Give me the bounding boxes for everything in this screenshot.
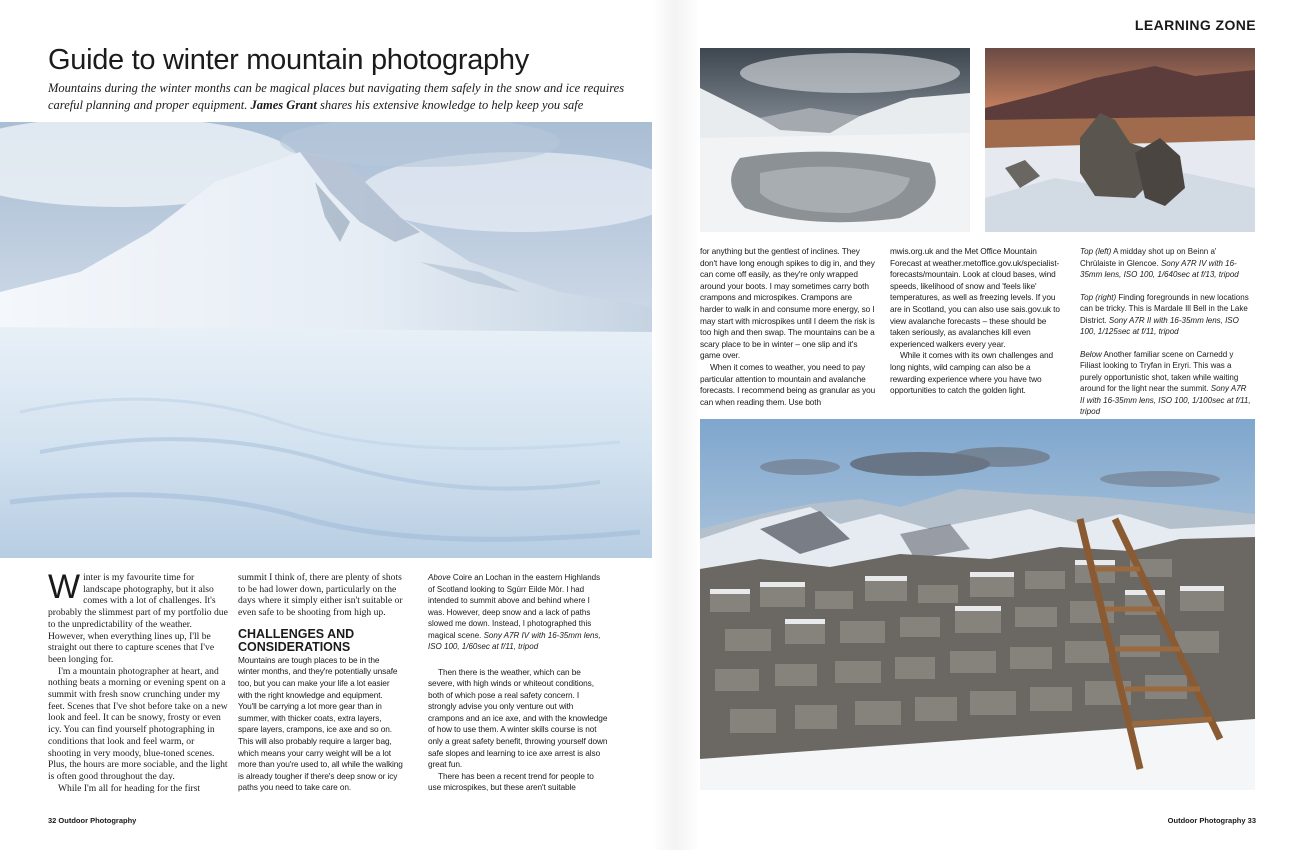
intro-paragraph — [48, 568, 228, 666]
caption-label: Top (left) — [1080, 247, 1112, 256]
body-paragraph: While it comes with its own challenges and long nights, wild camping can also be a rewarding experience where you have two opportunities to catch the golden light. — [890, 350, 1054, 396]
caption-label: Below — [1080, 349, 1102, 359]
body-column-3 — [428, 572, 608, 794]
caption-tech: Sony A7R IV with 16-35mm lens, ISO 100, 1/640sec at f/13, tripod — [1080, 258, 1239, 279]
standfirst-author: James Grant — [250, 98, 317, 112]
body-paragraph: Then there is the weather, which can be severe, with high winds or whiteout conditions, both of which pose a real safety concern. I strongly advise you only venture out with crampons and an ice axe, and with the knowledge of how to use them. A winter skills course is not only a great safety benefit, throwing yourself down safe slopes and learning to ice axe arrest is also great fun. — [428, 666, 608, 770]
body-column-2 — [238, 572, 403, 794]
standfirst-text-2: shares his extensive knowledge to help keep you safe — [316, 98, 584, 112]
dropcap: W — [48, 568, 81, 606]
body-paragraph: While I'm all for heading for the first — [58, 782, 201, 794]
body-paragraph: summit I think of, there are plenty of shots to be had lower down, particularly on the days where it simply either isn't suitable or even safe to be shooting from high up. — [238, 572, 403, 619]
folio-left: 32 Outdoor Photography — [48, 816, 137, 825]
caption-top-right — [1080, 292, 1252, 338]
caption-label: Top (right) — [1080, 292, 1117, 302]
section-subhead: CHALLENGES AND CONSIDERATIONS — [238, 626, 355, 654]
caption-text: Finding foregrounds in new locations can be tricky. This is Mardale Ill Bell in the Lake District. — [1080, 292, 1249, 325]
photo-caption-above — [428, 572, 608, 653]
caption-tech: Sony A7R IV with 16-35mm lens, ISO 100, 1/60sec at f/11, tripod — [428, 630, 601, 651]
caption-tech: Sony A7R II with 16-35mm lens, ISO 100, 1/100sec at f/11, tripod — [1080, 384, 1251, 416]
body-paragraph: I'm a mountain photographer at heart, and nothing beats a morning or evening spent on a summit with fresh snow crunching under my feet. Scenes that I've shot before take on a new look and feel. It can be snowy, frosty or even icy. You can find yourself photographing in conditions that look and feel warm, or shooting in very moody, blue-toned scenes. Plus, the hours are more sociable, and the light is often good throughout the day. — [48, 665, 228, 782]
body-column-1 — [48, 568, 228, 794]
body-paragraph: There has been a recent trend for people to use microspikes, but these aren't suitable — [428, 770, 594, 793]
caption-text: A midday shot up on Beinn a' Chrùlaiste in Glencoe. — [1080, 247, 1217, 268]
captions-column — [1080, 246, 1252, 418]
caption-text: Coire an Lochan in the eastern Highlands of Scotland looking to Sgùrr Eilde Mòr. I had intended to summit above and behind where I was. However, deep snow and a lack of paths slowed me down. Instead, I photographed this magical scene. — [428, 573, 601, 640]
standfirst — [48, 80, 648, 114]
caption-top-left — [1080, 246, 1252, 281]
main-photo — [0, 122, 652, 558]
intro-text: inter is my favourite time for landscape photography, but it also comes with a lot of challenges. It's probably the slimmest part of my portfolio due to the unpredictability of the weather. However, when everything lines up, I'll be straight out there to capture scenes that I've been longing for. — [48, 572, 228, 665]
caption-text: Another familiar scene on Carnedd y Filiast looking to Tryfan in Eryri. This was a purely opportunistic shot, taken while waiting around for the light near the summit. — [1080, 349, 1239, 393]
bottom-photo — [700, 419, 1255, 790]
top-right-photo — [985, 48, 1255, 232]
body-paragraph: mwis.org.uk and the Met Office Mountain Forecast at weather.metoffice.gov.uk/specialist-forecasts/mountain. Look at cloud bases, wind speeds, likelihood of snow and 'feels like' temperatures, as well as freezing levels. If you are in Scotland, you can also use sais.gov.uk to view avalanche forecasts – these should be taken seriously, as avalanches kill even experienced walkers every year. — [890, 246, 1060, 349]
caption-tech: Sony A7R II with 16-35mm lens, ISO 100, 1/125sec at f/11, tripod — [1080, 315, 1239, 336]
article-headline: Guide to winter mountain photography — [48, 44, 529, 76]
top-left-photo — [700, 48, 970, 232]
body-paragraph: for anything but the gentlest of inclines. They don't have long enough spikes to dig in, and they can come off easily, as they're only wrapped around your boots. I may sometimes carry both crampons and microspikes. Crampons are harder to walk in and consume more energy, so I may start with microspikes until I deem the risk is too high and then swap. The mountains can be a scary place to be in winter – one slip and it's game over. — [700, 246, 875, 361]
caption-label: Above — [428, 573, 451, 582]
page-gutter — [652, 0, 700, 850]
body-column-5 — [890, 246, 1060, 397]
body-paragraph: Mountains are tough places to be in the winter months, and they're potentially unsafe too, but you can make your life a lot easier with the right knowledge and equipment. You'll be carrying a lot more gear than in summer, with thicker coats, extra layers, spare layers, crampons, ice axe and so on. This will also probably require a larger bag, which means your carry weight will be a lot more than you're used to, all while the walking is already tougher if there's deep snow or icy paths you need to take care on. — [238, 654, 403, 793]
section-label: LEARNING ZONE — [1134, 17, 1256, 33]
standfirst-text-1: Mountains during the winter months can be magical places but navigating them safely in the snow and ice requires careful planning and proper equipment. — [48, 81, 625, 112]
body-column-4 — [700, 246, 876, 408]
body-paragraph: When it comes to weather, you need to pay particular attention to mountain and avalanche forecasts. I recommend being as granular as you can when reading them. Use both — [700, 361, 876, 407]
folio-right: Outdoor Photography 33 — [1167, 816, 1256, 825]
caption-below — [1080, 349, 1252, 418]
